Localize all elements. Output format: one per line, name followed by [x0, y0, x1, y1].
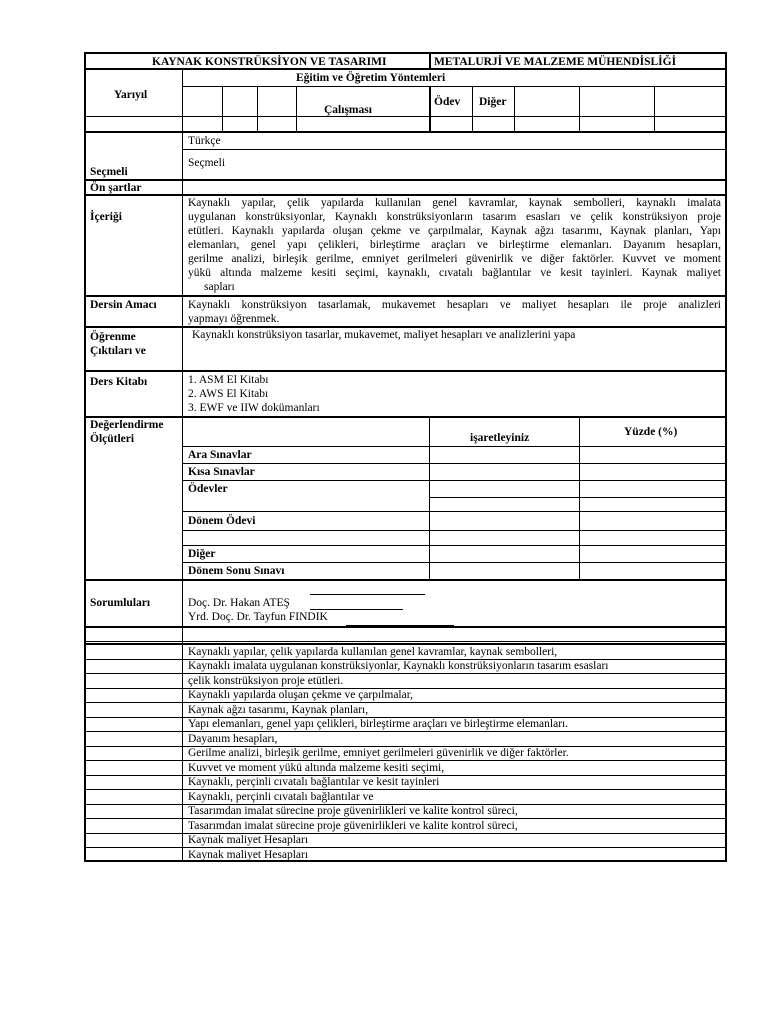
- weekly-topic-row: Kaynak maliyet Hesapları: [188, 848, 309, 861]
- grid-line: [182, 530, 727, 531]
- responsible-label: Sorumluları: [90, 597, 151, 609]
- weekly-topic-row: Kaynaklı yapılar, çelik yapılarda kullanılan genel kavramlar, kaynak sembolleri,: [188, 645, 558, 658]
- grid-line: [84, 626, 727, 628]
- grid-line: [472, 86, 473, 132]
- aim-line: Kaynaklı konstrüksiyon tasarlamak, mukavemet hesapları ve maliyet hesapları ile proje analizleri: [188, 299, 721, 311]
- grid-line: [429, 417, 430, 580]
- header-divider: [429, 52, 431, 69]
- grid-line: [84, 295, 727, 297]
- weekly-topic-rule: [84, 833, 727, 834]
- grid-line: [429, 86, 431, 132]
- grid-line: [579, 417, 580, 580]
- grid-line: [579, 86, 580, 132]
- language-value: Türkçe: [188, 135, 221, 147]
- course-aim-label: Dersin Amacı: [90, 299, 157, 311]
- responsible-name: Yrd. Doç. Dr. Tayfun FINDIK: [188, 611, 328, 623]
- study-label: Çalışması: [324, 104, 372, 116]
- grid-line: [654, 86, 655, 132]
- mark-header: işaretleyiniz: [470, 432, 530, 444]
- responsible-name: Doç. Dr. Hakan ATEŞ: [188, 597, 290, 609]
- content-line: sapları: [204, 281, 235, 293]
- eval-item-final: Dönem Sonu Sınavı: [188, 565, 285, 577]
- grid-line: [182, 480, 727, 481]
- eval-item-other: Diğer: [188, 548, 216, 560]
- grid-line: [296, 86, 297, 132]
- weekly-topic-rule: [84, 789, 727, 790]
- grid-line: [222, 86, 223, 132]
- homework-label: Ödev: [434, 96, 461, 108]
- grid-line: [84, 641, 727, 642]
- weekly-topic-row: Tasarımdan imalat sürecine proje güvenirlikleri ve kalite kontrol süreci,: [188, 819, 518, 832]
- grid-line: [84, 179, 727, 181]
- weekly-topic-row: çelik konstrüksiyon proje etütleri.: [188, 674, 344, 687]
- department-name: METALURJİ VE MALZEME MÜHENDİSLİĞİ: [434, 56, 677, 68]
- weekly-topic-row: Kuvvet ve moment yükü altında malzeme kesiti seçimi,: [188, 761, 445, 774]
- content-line: gerilme analizi, birleşik gerilme, emniyet gerilmeleri güvenirlik ve diğer faktörler. Kuvvet ve moment: [188, 253, 721, 265]
- header-rule: [84, 68, 727, 70]
- content-line: elemanları, genel yapı çelikleri, birleştirme araçları ve birleştirme elemanları. Dayanım hesapları,: [188, 239, 721, 251]
- grid-line: [84, 579, 727, 581]
- content-line: uygulanan konstrüksiyonlar, Kaynaklı konstrüksiyonların tasarım esasları ve çelik konstrüksiyon proje: [188, 211, 721, 223]
- weekly-topic-rule: [84, 731, 727, 732]
- weekly-topic-row: Yapı elemanları, genel yapı çelikleri, birleştirme araçları ve birleştirme elemanları.: [188, 718, 569, 730]
- weekly-topic-rule: [84, 702, 727, 703]
- outcomes-label-2: Çıktıları ve: [90, 345, 146, 357]
- grid-line: [84, 416, 727, 418]
- textbook-label: Ders Kitabı: [90, 376, 148, 388]
- term-label: Yarıyıl: [114, 89, 148, 101]
- grid-line: [182, 463, 727, 464]
- grid-line: [182, 511, 727, 512]
- course-aim-text: [188, 298, 721, 326]
- grid-line: [182, 562, 727, 563]
- weekly-topic-row: Dayanım hesapları,: [188, 732, 278, 745]
- grid-line: [182, 69, 183, 132]
- label-column-divider: [182, 132, 183, 627]
- eval-item-quizzes: Kısa Sınavlar: [188, 466, 255, 478]
- evaluation-label: Değerlendirme: [90, 419, 164, 431]
- eval-item-midterms: Ara Sınavlar: [188, 449, 252, 461]
- weekly-topic-row: Kaynaklı yapılarda oluşan çekme ve çarpılmalar,: [188, 689, 413, 701]
- other-label: Diğer: [479, 96, 507, 108]
- weekly-topic-row: Kaynak ağzı tasarımı, Kaynak planları,: [188, 703, 369, 716]
- weekly-topic-rule: [84, 847, 727, 848]
- textbook-item: 1. ASM El Kitabı: [188, 374, 269, 386]
- content-line: etütleri. Kaynaklı yapılarda oluşan çekme ve çarpılmalar, Kaynak ağzı tasarımı, Kaynak planları, Yapı: [188, 225, 721, 237]
- textbook-item: 2. AWS El Kitabı: [188, 388, 269, 400]
- aim-line: yapmayı öğrenmek.: [188, 313, 280, 325]
- content-text: [188, 196, 721, 294]
- signature-line: [310, 594, 425, 595]
- grid-line: [182, 446, 727, 447]
- evaluation-label-2: Ölçütleri: [90, 433, 135, 445]
- methods-subrule: [182, 86, 727, 87]
- form-outer-border: [84, 52, 727, 862]
- content-line: yükü altında malzeme kesiti seçimi, kaynaklı, cıvatalı bağlantılar ve kesit tayinleri. Kaynak maliyet: [188, 267, 721, 279]
- grid-line: [84, 370, 727, 372]
- grid-line: [182, 545, 727, 546]
- prerequisites-label: Ön şartlar: [90, 182, 142, 194]
- eval-item-term-project: Dönem Ödevi: [188, 515, 256, 527]
- weekly-topic-row: Gerilme analizi, birleşik gerilme, emniyet gerilmeleri güvenirlik ve diğer faktörler.: [188, 747, 569, 759]
- textbook-item: 3. EWF ve IIW dokümanları: [188, 402, 320, 414]
- weekly-topic-rule: [84, 673, 727, 674]
- content-label: İçeriği: [90, 211, 122, 223]
- outcomes-text: Kaynaklı konstrüksiyon tasarlar, mukavemet, maliyet hesapları ve analizlerini yapa: [192, 329, 576, 341]
- weekly-topic-row: Kaynaklı, perçinli cıvatalı bağlantılar ve: [188, 790, 374, 803]
- weekly-topic-row: Kaynaklı, perçinli cıvatalı bağlantılar ve kesit tayinleri: [188, 776, 440, 788]
- grid-line: [182, 149, 727, 150]
- grid-line: [84, 131, 727, 133]
- grid-line: [514, 86, 515, 132]
- percent-header: Yüzde (%): [624, 426, 678, 438]
- methods-title: Eğitim ve Öğretim Yöntemleri: [296, 72, 446, 84]
- course-type-value: Seçmeli: [188, 157, 226, 169]
- course-title: KAYNAK KONSTRÜKSİYON VE TASARIMI: [152, 56, 387, 68]
- course-type-label: Seçmeli: [90, 166, 128, 178]
- eval-item-homework: Ödevler: [188, 483, 228, 495]
- outcomes-label: Öğrenme: [90, 331, 136, 343]
- week-column-divider: [182, 627, 183, 862]
- grid-line: [84, 116, 727, 117]
- weekly-topic-row: Tasarımdan imalat sürecine proje güvenirlikleri ve kalite kontrol süreci,: [188, 805, 518, 817]
- content-line: Kaynaklı yapılar, çelik yapılarda kullanılan genel kavramlar, kaynak sembolleri, kaynaklı imalata: [188, 197, 721, 209]
- weekly-topic-row: Kaynaklı imalata uygulanan konstrüksiyonlar, Kaynaklı konstrüksiyonların tasarım esasları: [188, 660, 609, 672]
- weekly-topic-row: Kaynak maliyet Hesapları: [188, 834, 309, 846]
- grid-line: [257, 86, 258, 132]
- grid-line: [429, 497, 727, 498]
